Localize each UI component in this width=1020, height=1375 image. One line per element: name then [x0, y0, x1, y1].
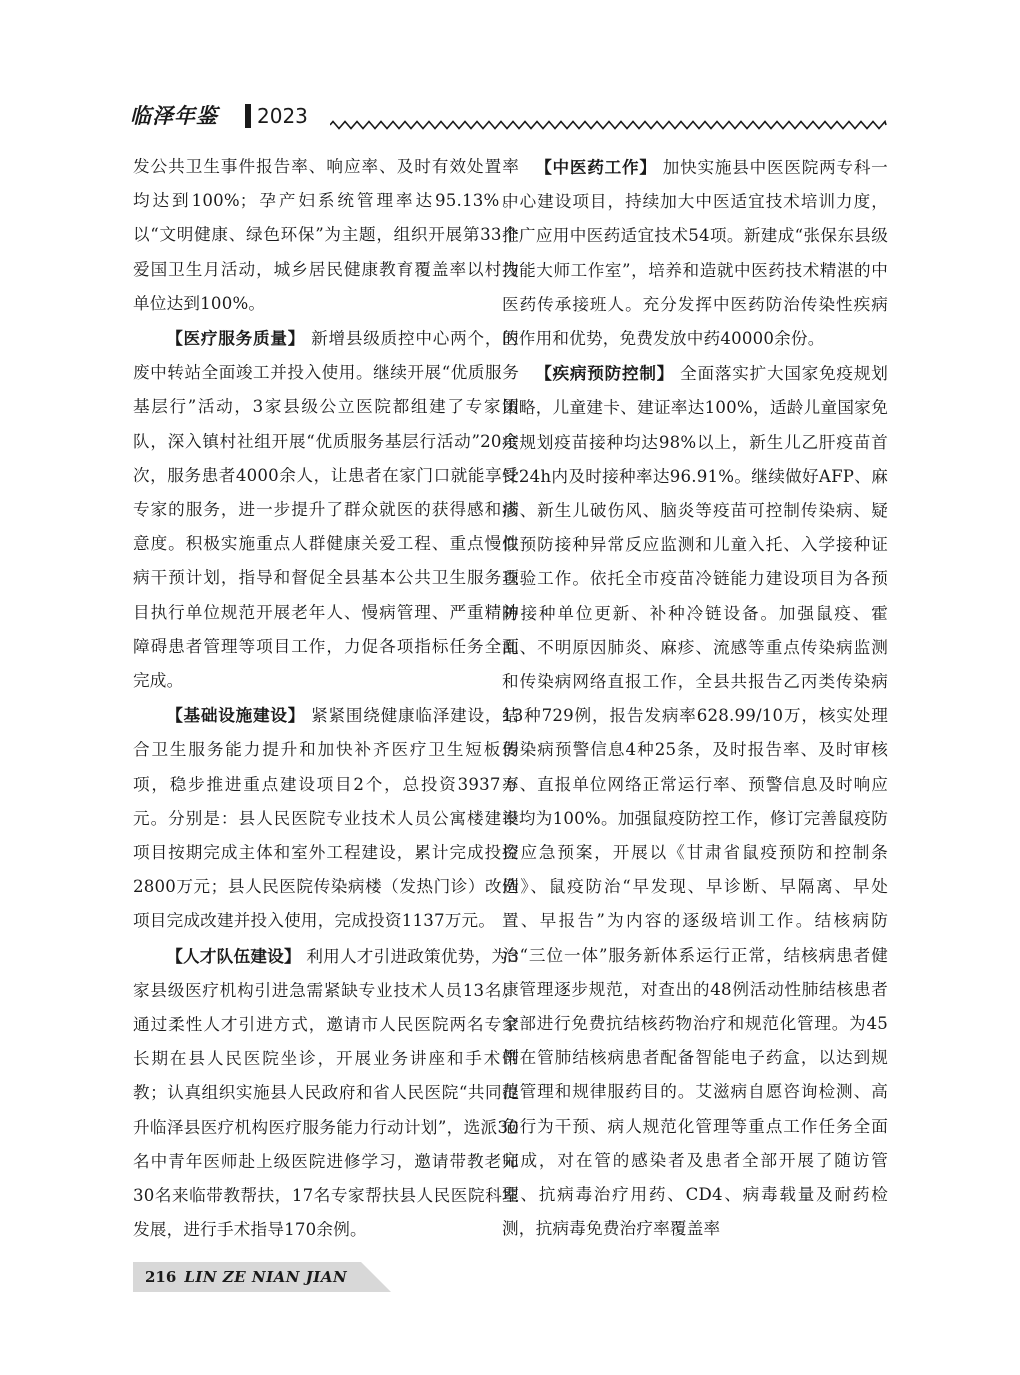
section-title: 【医疗服务质量】 — [166, 328, 306, 349]
section-talent-team — [133, 939, 519, 1248]
yearbook-title: 临泽年鉴 — [130, 104, 218, 128]
section-body: 全面落实扩大国家免疫规划策略，儿童建卡、建证率达100%，适龄儿童国家免疫规划疫苗接种均达98%以上，新生儿乙肝疫苗首针24h内及时接种率达96.91%。继续做好AFP、麻疹、新生儿破伤风、脑炎等疫苗可控制传染病、疑似预防接种异常反应监测和儿童入托、入学接种证查验工作。依托全市疫苗冷链能力建设项目为各预防接种单位更新、补种冷链设备。加强鼠疫、霍乱、不明原因肺炎、麻疹、流感等重点传染病监测和传染病网络直报工作，全县共报告乙丙类传染病13种729例，报告发病率628.99/10万，核实处理传染病预警信息4种25条，及时报告率、及时审核率、直报单位网络正常运行率、预警信息及时响应率均为100%。加强鼠疫防控工作，修订完善鼠疫防控应急预案，开展以《甘肃省鼠疫预防和控制条例》、鼠疫防治“早发现、早诊断、早隔离、早处置、早报告”为内容的逐级培训工作。结核病防治“三位一体”服务新体系运行正常，结核病患者健康管理逐步规范，对查出的48例活动性肺结核患者全部进行免费抗结核药物治疗和规范化管理。为45例在管肺结核病患者配备智能电子药盒，以达到规范管理和规律服药目的。艾滋病自愿咨询检测、高危行为干预、病人规范化管理等重点工作任务全面完成，对在管的感染者及患者全部开展了随访管理、抗病毒治疗用药、CD4、病毒载量及耐药检测，抗病毒免费治疗率覆盖率 — [502, 364, 888, 1239]
section-title: 【中医药工作】 — [535, 157, 657, 177]
section-title: 【基础设施建设】 — [166, 705, 306, 726]
footer-text — [145, 1262, 347, 1292]
section-body: 加快实施县中医医院两专科一中心建设项目，持续加大中医适宜技术培训力度，推广应用中医药适宜技术54项。新建成“张保东县级技能大师工作室”，培养和造就中医药技术精湛的中医药传承接班人。充分发挥中医药防治传染性疾病的作用和优势，免费发放中药40000余份。 — [502, 158, 888, 349]
section-tcm-work — [502, 150, 888, 356]
page-footer — [133, 1262, 393, 1292]
page-number: 216 — [145, 1268, 177, 1286]
section-medical-service-quality — [133, 321, 519, 698]
section-body: 新增县级质控中心两个，医废中转站全面竣工并投入使用。继续开展“优质服务基层行”活动，3家县级公立医院都组建了专家团队，深入镇村社组开展“优质服务基层行活动”20余次，服务患者4000余人，让患者在家门口就能享受专家的服务，进一步提升了群众就医的获得感和满意度。积极实施重点人群健康关爱工程、重点慢性病干预计划，指导和督促全县基本公共卫生服务项目执行单位规范开展老年人、慢病管理、严重精神障碍患者管理等项目工作，力促各项指标任务全面完成。 — [133, 329, 519, 691]
yearbook-year: 2023 — [257, 104, 308, 128]
right-column — [502, 150, 888, 1247]
footer-label: LIN ZE NIAN JIAN — [184, 1268, 348, 1286]
header-wave-rule — [330, 120, 890, 130]
section-infrastructure — [133, 698, 519, 938]
left-column — [133, 150, 519, 1248]
running-header — [130, 100, 890, 136]
section-body: 紧紧围绕健康临泽建设，结合卫生服务能力提升和加快补齐医疗卫生短板弱项，稳步推进重点建设项目2个，总投资3937万元。分别是：县人民医院专业技术人员公寓楼建设项目按期完成主体和室外工程建设，累计完成投资2800万元；县人民医院传染病楼（发热门诊）改造项目完成改建并投入使用，完成投资1137万元。 — [133, 706, 519, 931]
section-title: 【疾病预防控制】 — [535, 363, 675, 384]
header-separator — [245, 104, 251, 128]
section-disease-prevention — [502, 356, 888, 1246]
section-title: 【人才队伍建设】 — [166, 945, 301, 966]
section-body: 利用人才引进政策优势，为3家县级医疗机构引进急需紧缺专业技术人员13名；通过柔性人才引进方式，邀请市人民医院两名专家长期在县人民医院坐诊，开展业务讲座和手术带教；认真组织实施县人民政府和省人民医院“共同提升临泽县医疗机构医疗服务能力行动计划”，选派30名中青年医师赴上级医院进修学习，邀请带教老师30名来临带教帮扶，17名专家帮扶县人民医院科室发展，进行手术指导170余例。 — [133, 946, 519, 1240]
paragraph-continued: 发公共卫生事件报告率、响应率、及时有效处置率均达到100%；孕产妇系统管理率达95.13%。以“文明健康、绿色环保”为主题，组织开展第33个爱国卫生月活动，城乡居民健康教育覆盖率以村为单位达到100%。 — [133, 157, 519, 313]
